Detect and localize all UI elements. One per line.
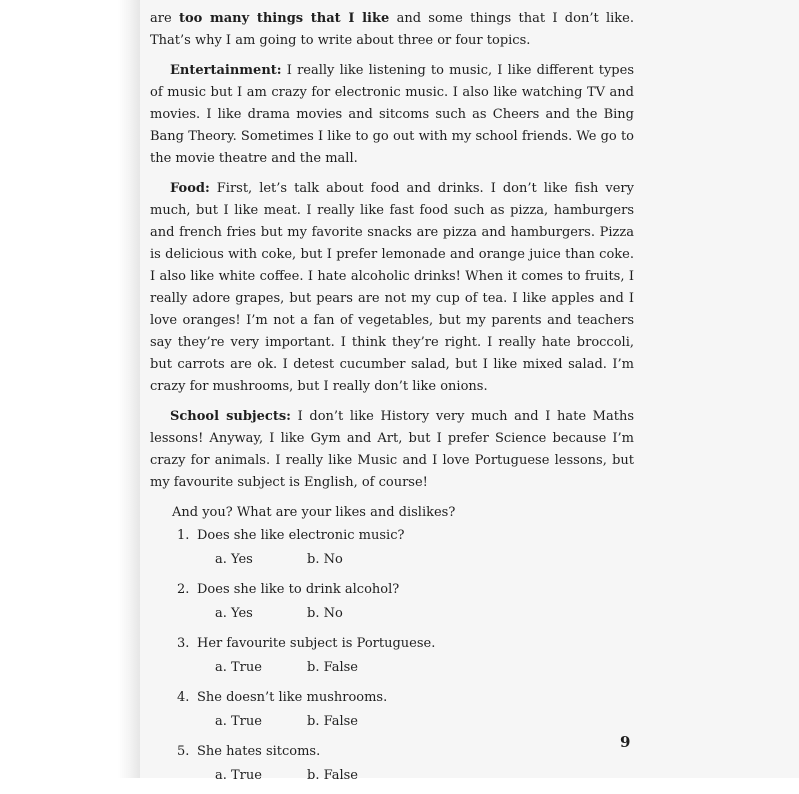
question-4 <box>150 686 634 734</box>
intro-lead: are <box>150 11 179 26</box>
question-3 <box>150 632 634 680</box>
option-a: a. Yes <box>215 606 253 621</box>
question-number: 5. <box>177 744 190 759</box>
book-page <box>140 0 799 783</box>
question-1 <box>150 524 634 572</box>
question-text: She doesn’t like mushrooms. <box>197 690 388 705</box>
question-text: She hates sitcoms. <box>197 744 321 759</box>
question-5 <box>150 740 634 788</box>
question-text: Her favourite subject is Portuguese. <box>197 636 436 651</box>
question-2 <box>150 578 634 626</box>
question-number: 4. <box>177 690 190 705</box>
entertainment-paragraph <box>150 60 634 170</box>
school-subjects-paragraph <box>150 406 634 494</box>
option-b: b. False <box>307 768 358 783</box>
intro-text: and some things that I don’t like. That’s why I am going to write about three or four topics. <box>150 11 634 48</box>
question-text: Does she like electronic music? <box>197 528 405 543</box>
question-number: 2. <box>177 582 190 597</box>
page-content <box>150 8 634 794</box>
option-b: b. No <box>307 552 343 567</box>
entertainment-heading: Entertainment: <box>170 63 282 78</box>
food-paragraph <box>150 178 634 398</box>
food-heading: Food: <box>170 181 210 196</box>
option-a: a. True <box>215 714 262 729</box>
question-number: 3. <box>177 636 190 651</box>
option-a: a. True <box>215 660 262 675</box>
option-b: b. False <box>307 714 358 729</box>
question-text: Does she like to drink alcohol? <box>197 582 400 597</box>
question-list <box>150 524 634 788</box>
option-a: a. True <box>215 768 262 783</box>
question-number: 1. <box>177 528 190 543</box>
intro-bold-text: too many things that I like <box>178 11 390 26</box>
entertainment-text: I really like listening to music, I like different types of music but I am crazy for electronic music. I also like watching TV and movies. I like drama movies and sitcoms such as Cheers and the Bing Bang Theory. Sometimes I like to go out with my school friends. We go to the movie theatre and the mall. <box>150 63 634 166</box>
school-subjects-heading: School subjects: <box>170 409 291 424</box>
intro-paragraph <box>150 8 634 52</box>
page-number: 9 <box>620 733 631 751</box>
option-b: b. False <box>307 660 358 675</box>
school-subjects-text: I don’t like History very much and I hate Maths lessons! Anyway, I like Gym and Art, but I prefer Science because I’m crazy for animals. I really like Music and I love Portuguese lessons, but my favourite subject is English, of course! <box>150 409 634 490</box>
food-text: First, let’s talk about food and drinks. I don’t like fish very much, but I like meat. I really like fast food such as pizza, hamburgers and french fries but my favorite snacks are pizza and hamburgers. Pizza is delicious with coke, but I prefer lemonade and orange juice than coke. I also like white coffee. I hate alcoholic drinks! When it comes to fruits, I really adore grapes, but pears are not my cup of tea. I like apples and I love oranges! I’m not a fan of vegetables, but my parents and teachers say they’re very important. I think they’re right. I really hate broccoli, but carrots are ok. I detest cucumber salad, but I like mixed salad. I’m crazy for mushrooms, but I really don’t like onions. <box>150 181 634 394</box>
option-b: b. No <box>307 606 343 621</box>
option-a: a. Yes <box>215 552 253 567</box>
page-edge-shadow <box>118 0 140 778</box>
likes-dislikes-prompt: And you? What are your likes and dislikes? <box>172 505 456 520</box>
